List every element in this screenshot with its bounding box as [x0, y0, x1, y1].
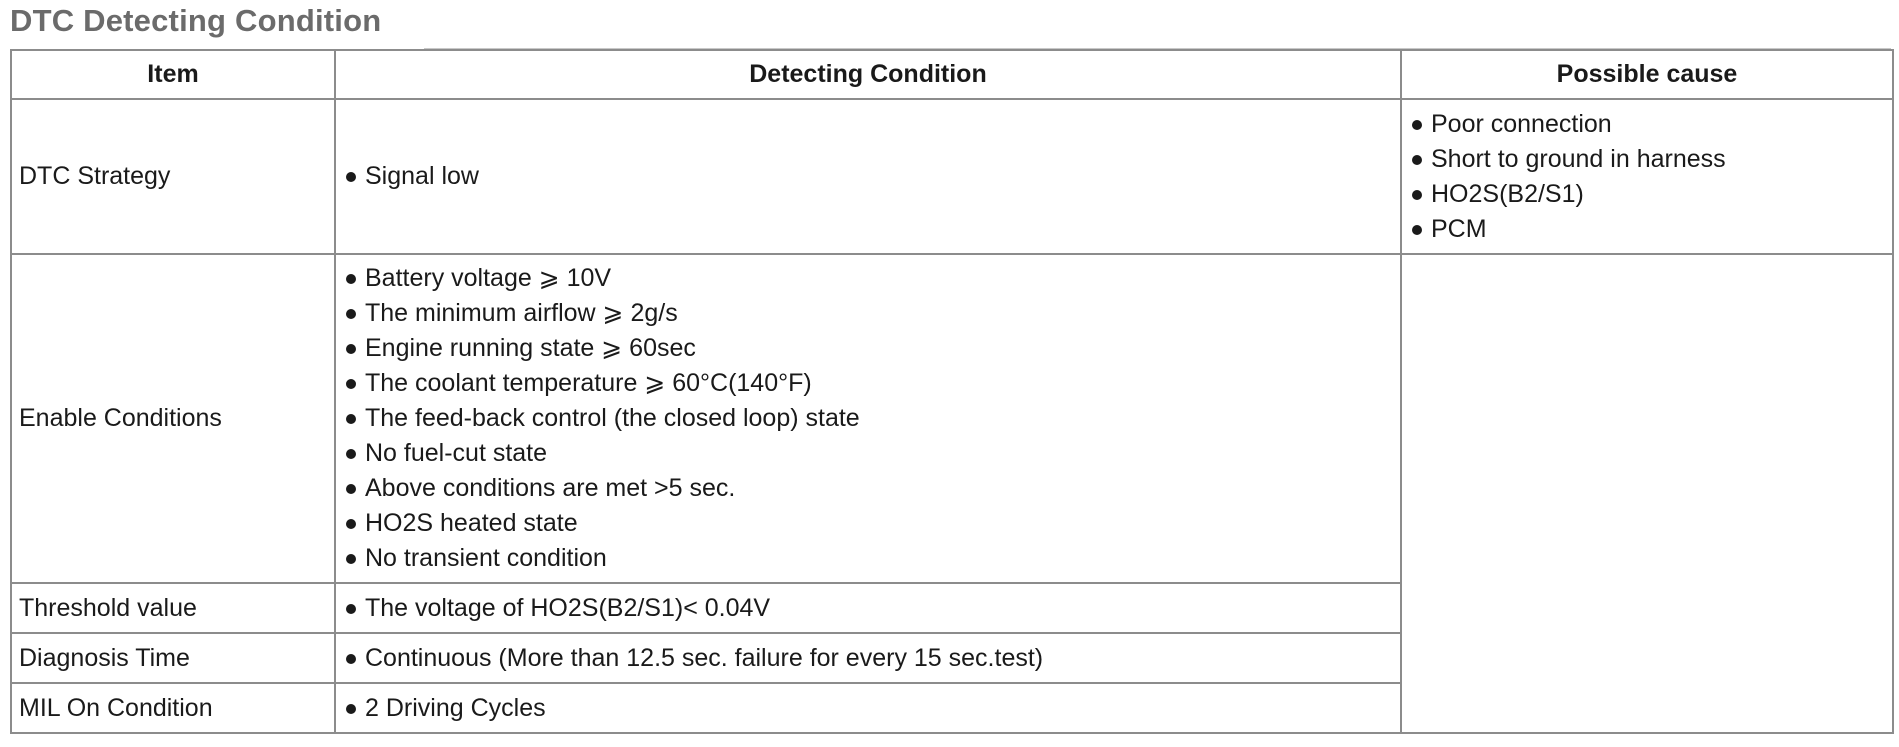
- list-item: No fuel-cut state: [343, 436, 1393, 471]
- table-header-row: [11, 50, 1893, 99]
- row-item-label: Threshold value: [11, 583, 335, 633]
- list-item: The voltage of HO2S(B2/S1)< 0.04V: [343, 591, 1393, 626]
- table-row: [11, 254, 1893, 583]
- list-item: Poor connection: [1409, 107, 1885, 142]
- row-item-label: DTC Strategy: [11, 99, 335, 254]
- condition-cell: [335, 633, 1401, 683]
- list-item: The feed-back control (the closed loop) state: [343, 401, 1393, 436]
- list-item: HO2S(B2/S1): [1409, 177, 1885, 212]
- possible-cause-list: [1409, 107, 1885, 247]
- possible-cause-cell: [1401, 99, 1893, 254]
- row-item-label: Enable Conditions: [11, 254, 335, 583]
- list-item: Continuous (More than 12.5 sec. failure for every 15 sec.test): [343, 641, 1393, 676]
- header-item: Item: [11, 50, 335, 99]
- table-row: [11, 99, 1893, 254]
- list-item: Short to ground in harness: [1409, 142, 1885, 177]
- list-item: Battery voltage ⩾ 10V: [343, 261, 1393, 296]
- list-item: Engine running state ⩾ 60sec: [343, 331, 1393, 366]
- list-item: PCM: [1409, 212, 1885, 247]
- empty-cause-cell: [1401, 254, 1893, 733]
- list-item: 2 Driving Cycles: [343, 691, 1393, 726]
- condition-cell: [335, 683, 1401, 733]
- condition-list: [343, 261, 1393, 576]
- row-item-label: MIL On Condition: [11, 683, 335, 733]
- row-item-label: Diagnosis Time: [11, 633, 335, 683]
- condition-list: [343, 591, 1393, 626]
- condition-cell: [335, 254, 1401, 583]
- header-possible-cause: Possible cause: [1401, 50, 1893, 99]
- list-item: Above conditions are met >5 sec.: [343, 471, 1393, 506]
- condition-cell: [335, 583, 1401, 633]
- list-item: HO2S heated state: [343, 506, 1393, 541]
- condition-list: [343, 641, 1393, 676]
- list-item: The coolant temperature ⩾ 60°C(140°F): [343, 366, 1393, 401]
- condition-list: [343, 159, 1393, 194]
- list-item: No transient condition: [343, 541, 1393, 576]
- dtc-table: [10, 49, 1894, 734]
- condition-list: [343, 691, 1393, 726]
- page-title: DTC Detecting Condition: [10, 3, 382, 38]
- header-detecting-condition: Detecting Condition: [335, 50, 1401, 99]
- list-item: The minimum airflow ⩾ 2g/s: [343, 296, 1393, 331]
- list-item: Signal low: [343, 159, 1393, 194]
- condition-cell: [335, 99, 1401, 254]
